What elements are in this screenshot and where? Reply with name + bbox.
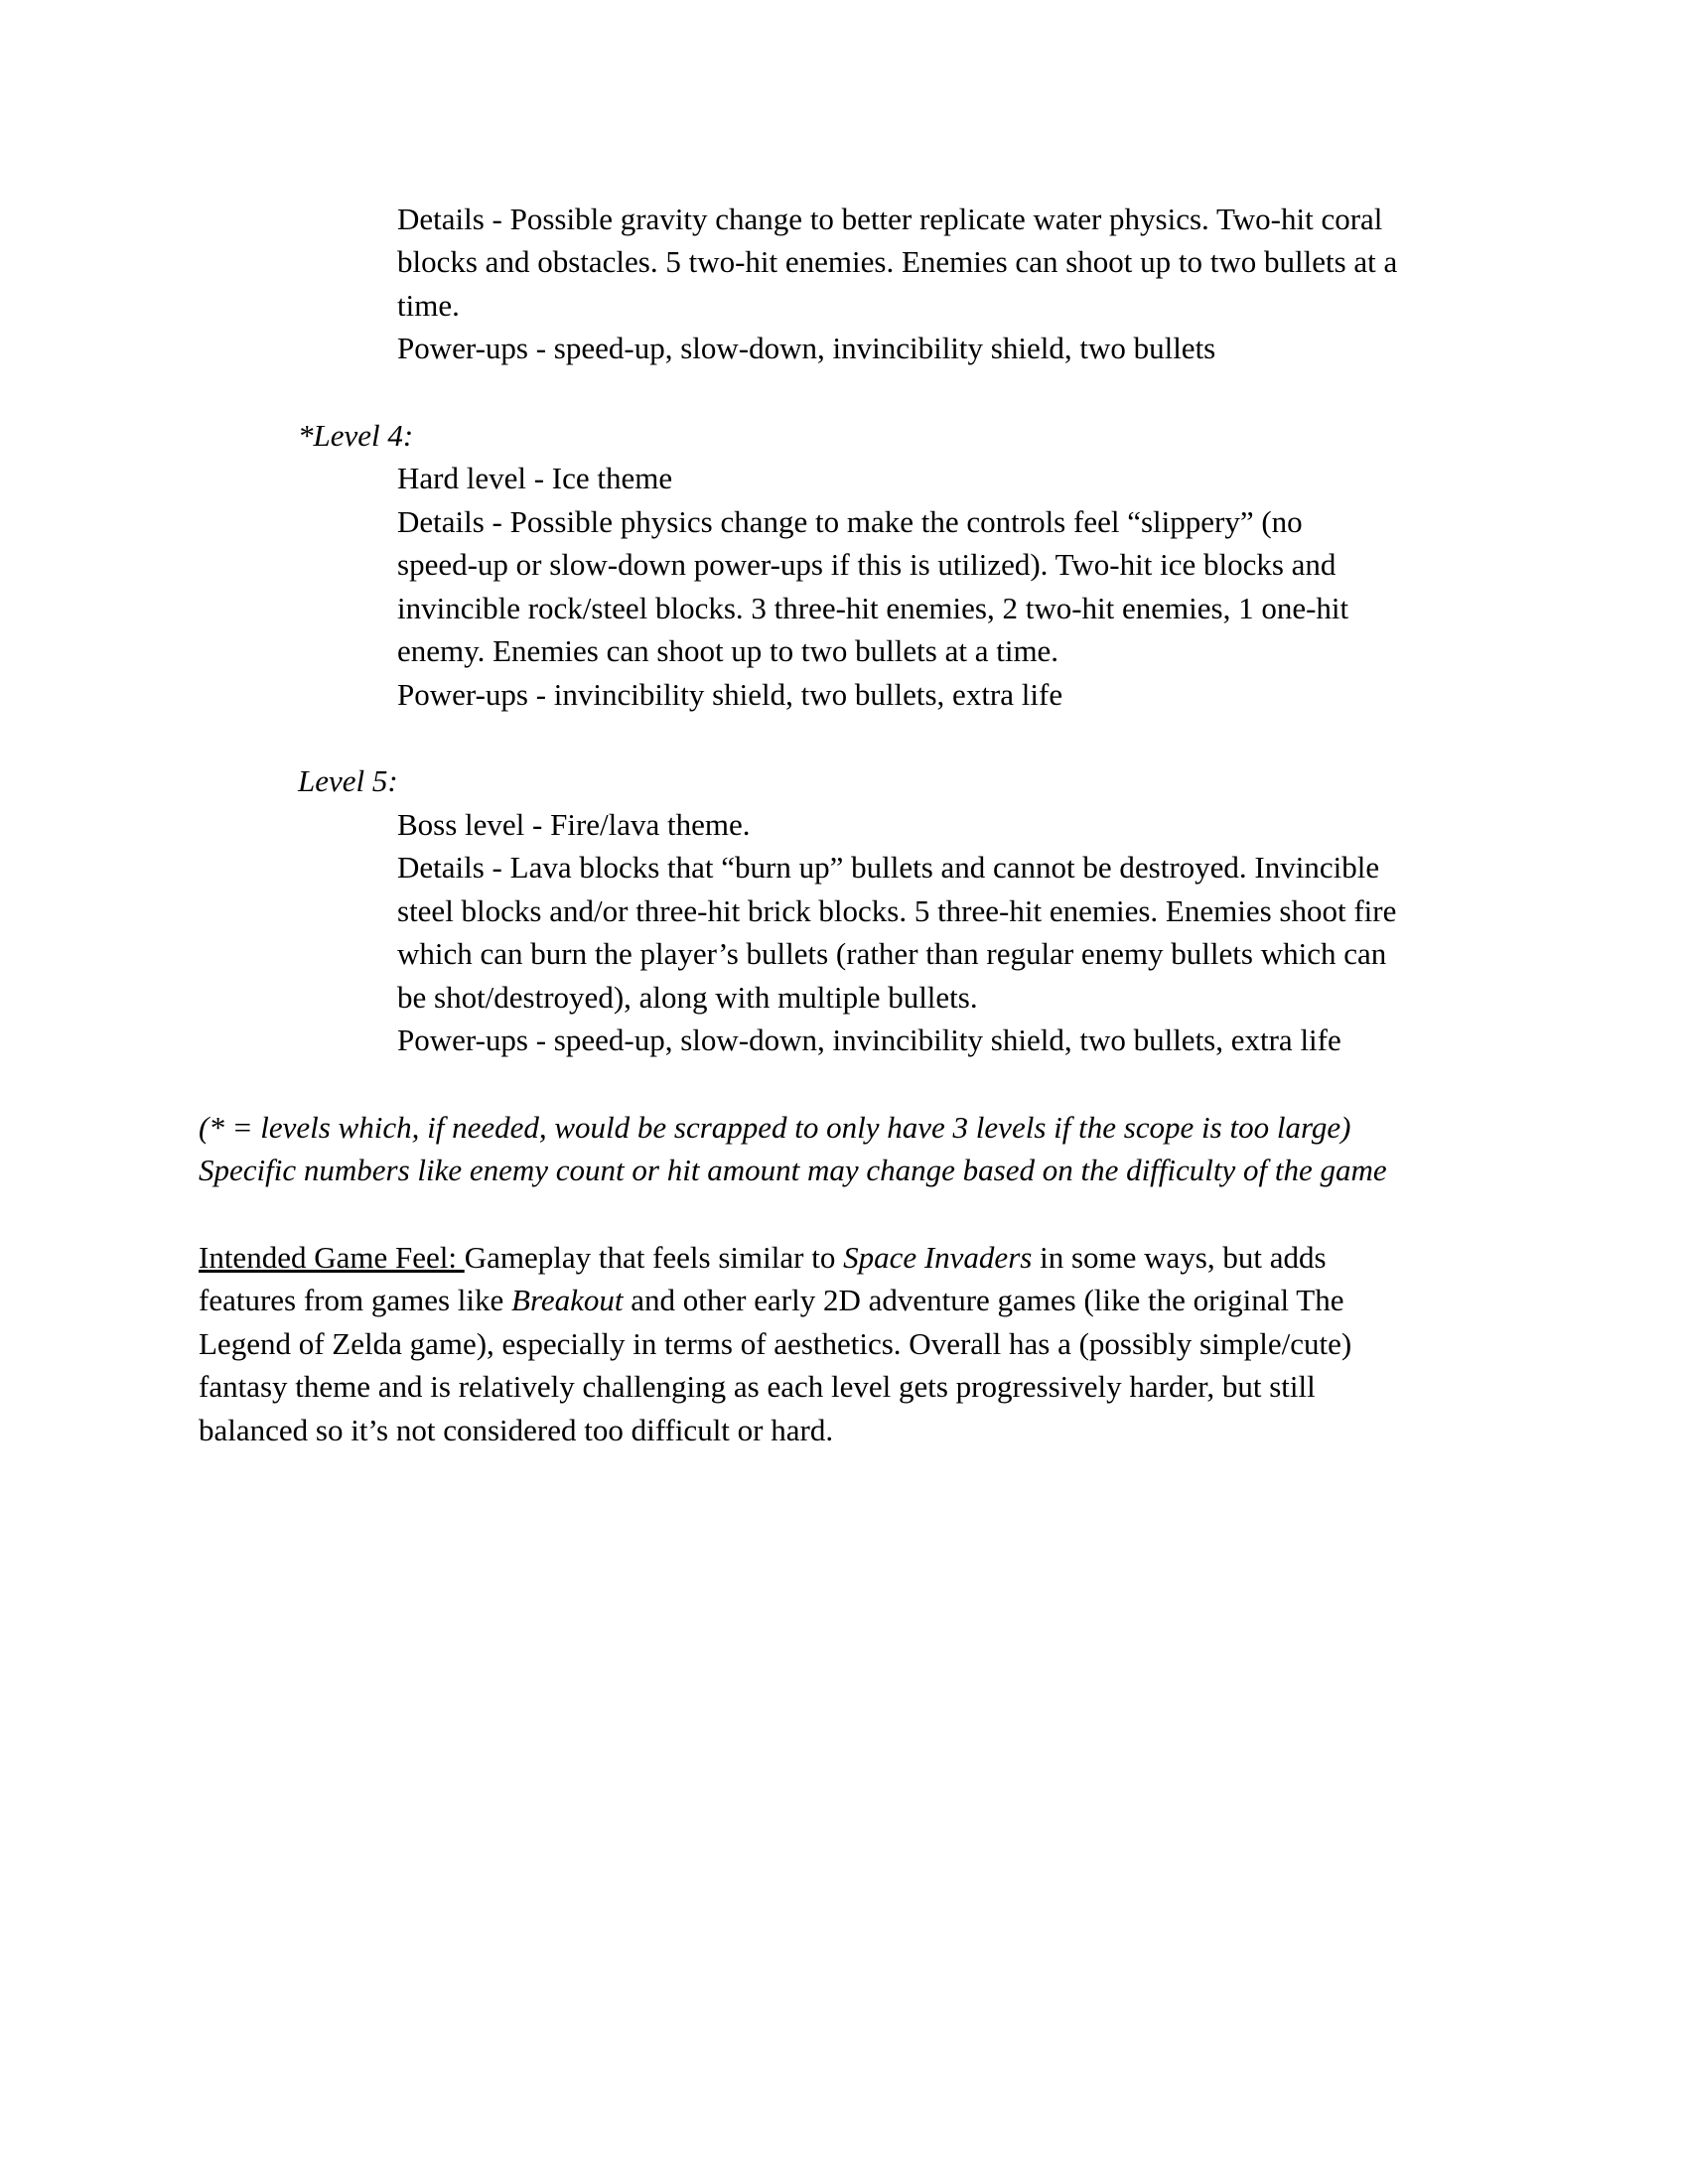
game-feel-line-5: balanced so it’s not considered too difficult or hard.: [199, 1413, 834, 1447]
breakout-title: Breakout: [511, 1283, 624, 1317]
level4-details-line-1: Details - Possible physics change to make the controls feel “slippery” (no: [397, 504, 1303, 539]
game-feel-text-1a: Gameplay that feels similar to: [464, 1240, 844, 1275]
level3-details-line-3: time.: [397, 288, 460, 323]
level5-details-line-4: be shot/destroyed), along with multiple bullets.: [397, 980, 978, 1015]
game-feel-line-1: [199, 1236, 1327, 1280]
level4-details-line-2: speed-up or slow-down power-ups if this is utilized). Two-hit ice blocks and: [397, 547, 1336, 582]
level5-details-line-2: steel blocks and/or three-hit brick blocks. 5 three-hit enemies. Enemies shoot fire: [397, 893, 1397, 928]
level4-difficulty: Hard level - Ice theme: [397, 461, 673, 495]
level4-details-line-4: enemy. Enemies can shoot up to two bullets at a time.: [397, 633, 1059, 668]
level5-difficulty: Boss level - Fire/lava theme.: [397, 807, 751, 842]
game-feel-line-4: fantasy theme and is relatively challenging as each level gets progressively harder, but still: [199, 1369, 1316, 1404]
game-feel-line-3: Legend of Zelda game), especially in terms of aesthetics. Overall has a (possibly simple/cute): [199, 1326, 1352, 1361]
scope-note: (* = levels which, if needed, would be scrapped to only have 3 levels if the scope is too large): [199, 1110, 1351, 1145]
level3-details-line-1: Details - Possible gravity change to better replicate water physics. Two-hit coral: [397, 202, 1383, 236]
numbers-note: Specific numbers like enemy count or hit amount may change based on the difficulty of the game: [199, 1153, 1387, 1187]
game-feel-line-2: [199, 1279, 1343, 1322]
space-invaders-title: Space Invaders: [843, 1240, 1033, 1275]
level5-details-line-3: which can burn the player’s bullets (rather than regular enemy bullets which can: [397, 936, 1387, 971]
level3-powerups: Power-ups - speed-up, slow-down, invincibility shield, two bullets: [397, 331, 1216, 365]
level4-heading: *Level 4:: [298, 418, 414, 453]
level5-details-line-1: Details - Lava blocks that “burn up” bullets and cannot be destroyed. Invincible: [397, 850, 1380, 885]
game-feel-text-2b: and other early 2D adventure games (like the original The: [623, 1283, 1344, 1317]
level3-details-line-2: blocks and obstacles. 5 two-hit enemies. Enemies can shoot up to two bullets at a: [397, 244, 1398, 279]
level4-powerups: Power-ups - invincibility shield, two bullets, extra life: [397, 677, 1063, 712]
level5-heading: Level 5:: [298, 763, 398, 798]
game-feel-label: Intended Game Feel:: [199, 1240, 465, 1275]
game-feel-text-2a: features from games like: [199, 1283, 512, 1317]
game-feel-text-1b: in some ways, but adds: [1032, 1240, 1327, 1275]
level5-powerups: Power-ups - speed-up, slow-down, invincibility shield, two bullets, extra life: [397, 1023, 1341, 1057]
level4-details-line-3: invincible rock/steel blocks. 3 three-hit enemies, 2 two-hit enemies, 1 one-hit: [397, 591, 1349, 625]
